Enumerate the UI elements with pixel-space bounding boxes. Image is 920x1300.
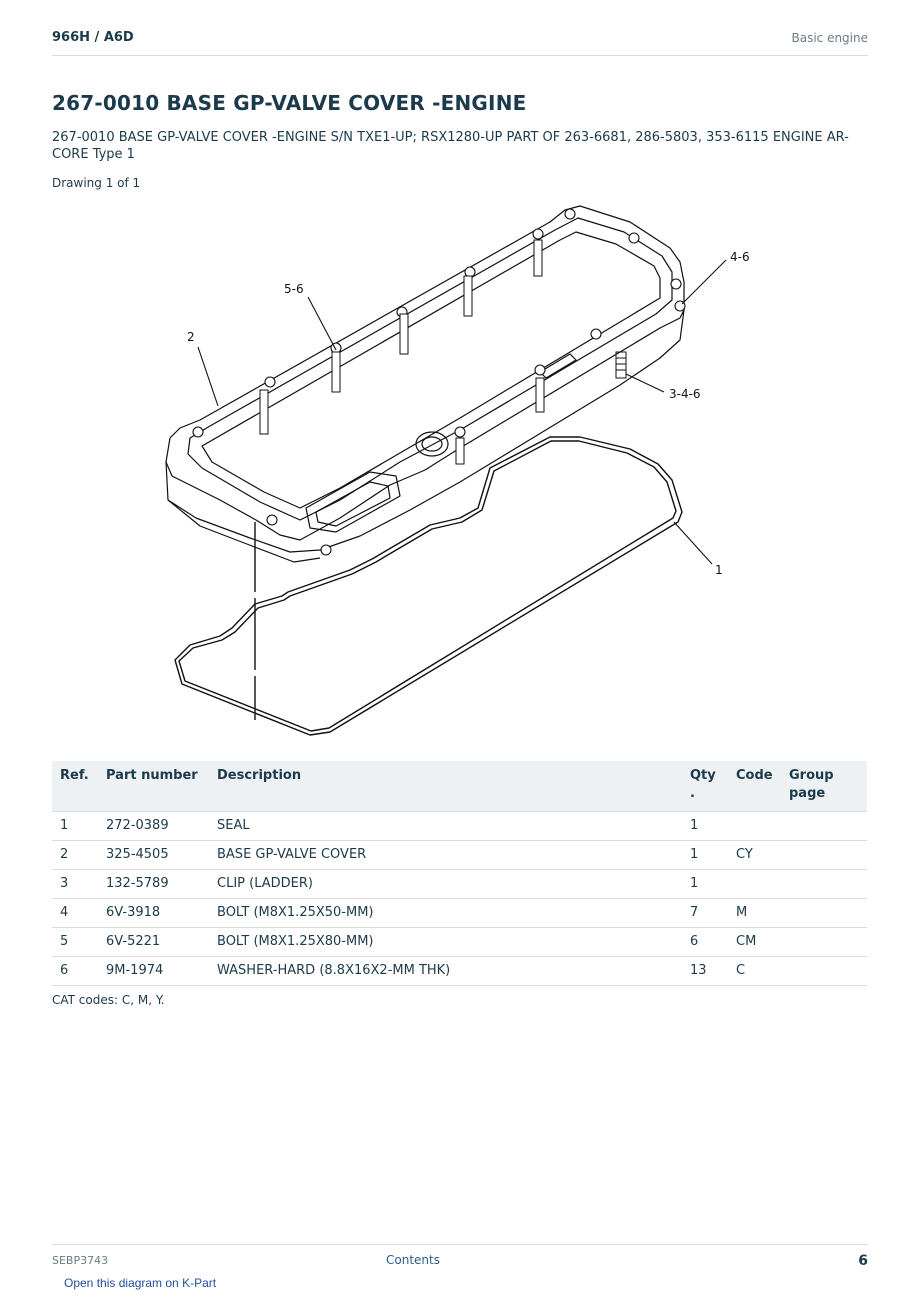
page-number: 6 bbox=[858, 1253, 868, 1269]
cell-group-page bbox=[781, 899, 867, 928]
drawing-label: Drawing 1 of 1 bbox=[52, 176, 141, 190]
cell-code: CY bbox=[728, 841, 781, 870]
cell-ref: 4 bbox=[52, 899, 98, 928]
cell-qty: 7 bbox=[682, 899, 728, 928]
cell-code: M bbox=[728, 899, 781, 928]
cell-qty: 1 bbox=[682, 841, 728, 870]
cell-code bbox=[728, 812, 781, 841]
page-footer bbox=[52, 1244, 868, 1274]
cell-group-page bbox=[781, 870, 867, 899]
cell-description: SEAL bbox=[209, 812, 682, 841]
cat-codes-note: CAT codes: C, M, Y. bbox=[52, 993, 165, 1007]
callout-5-6: 5-6 bbox=[284, 282, 304, 296]
cell-qty: 6 bbox=[682, 928, 728, 957]
cell-part-number: 6V-3918 bbox=[98, 899, 209, 928]
cell-code: C bbox=[728, 957, 781, 986]
page-header bbox=[52, 28, 868, 56]
section-label: Basic engine bbox=[791, 31, 868, 45]
cell-group-page bbox=[781, 841, 867, 870]
col-code: Code bbox=[728, 761, 781, 812]
document-id: SEBP3743 bbox=[52, 1254, 109, 1267]
seal-outline bbox=[175, 437, 682, 735]
col-description: Description bbox=[209, 761, 682, 812]
open-kpart-link[interactable]: Open this diagram on K-Part bbox=[64, 1276, 217, 1290]
cell-qty: 1 bbox=[682, 812, 728, 841]
cell-description: BOLT (M8X1.25X80-MM) bbox=[209, 928, 682, 957]
parts-table bbox=[52, 761, 867, 986]
page-title: 267-0010 BASE GP-VALVE COVER -ENGINE bbox=[52, 91, 527, 115]
cell-part-number: 9M-1974 bbox=[98, 957, 209, 986]
cell-part-number: 325-4505 bbox=[98, 841, 209, 870]
cell-part-number: 132-5789 bbox=[98, 870, 209, 899]
callout-2: 2 bbox=[187, 330, 195, 344]
cell-part-number: 272-0389 bbox=[98, 812, 209, 841]
col-qty: Qty . bbox=[682, 761, 728, 812]
cell-code bbox=[728, 870, 781, 899]
callout-1: 1 bbox=[715, 563, 723, 577]
rim-bolts bbox=[193, 209, 685, 555]
cell-qty: 13 bbox=[682, 957, 728, 986]
cell-description: CLIP (LADDER) bbox=[209, 870, 682, 899]
cell-ref: 1 bbox=[52, 812, 98, 841]
cell-part-number: 6V-5221 bbox=[98, 928, 209, 957]
cell-description: BOLT (M8X1.25X50-MM) bbox=[209, 899, 682, 928]
contents-link[interactable]: Contents bbox=[386, 1253, 440, 1267]
col-part-number: Part number bbox=[98, 761, 209, 812]
cell-group-page bbox=[781, 957, 867, 986]
table-row bbox=[52, 928, 867, 957]
col-ref: Ref. bbox=[52, 761, 98, 812]
col-group-page: Group page bbox=[781, 761, 867, 812]
cell-ref: 6 bbox=[52, 957, 98, 986]
valve-cover-outline bbox=[166, 206, 684, 562]
page-subtitle: 267-0010 BASE GP-VALVE COVER -ENGINE S/N TXE1-UP; RSX1280-UP PART OF 263-6681, 286-5803, 353-6115 ENGINE AR-CORE Type 1 bbox=[52, 130, 849, 162]
table-row bbox=[52, 812, 867, 841]
cell-qty: 1 bbox=[682, 870, 728, 899]
callout-4-6: 4-6 bbox=[730, 250, 750, 264]
cell-ref: 5 bbox=[52, 928, 98, 957]
cell-group-page bbox=[781, 812, 867, 841]
table-row bbox=[52, 957, 867, 986]
table-row bbox=[52, 870, 867, 899]
cell-ref: 2 bbox=[52, 841, 98, 870]
cell-group-page bbox=[781, 928, 867, 957]
table-header-row bbox=[52, 761, 867, 812]
table-row bbox=[52, 841, 867, 870]
table-row bbox=[52, 899, 867, 928]
cell-code: CM bbox=[728, 928, 781, 957]
callout-3-4-6: 3-4-6 bbox=[669, 387, 701, 401]
ladder-clip bbox=[616, 352, 626, 378]
cell-description: WASHER-HARD (8.8X16X2-MM THK) bbox=[209, 957, 682, 986]
cell-ref: 3 bbox=[52, 870, 98, 899]
valve-cover-diagram bbox=[160, 200, 760, 740]
model-label: 966H / A6D bbox=[52, 30, 134, 45]
cell-description: BASE GP-VALVE COVER bbox=[209, 841, 682, 870]
